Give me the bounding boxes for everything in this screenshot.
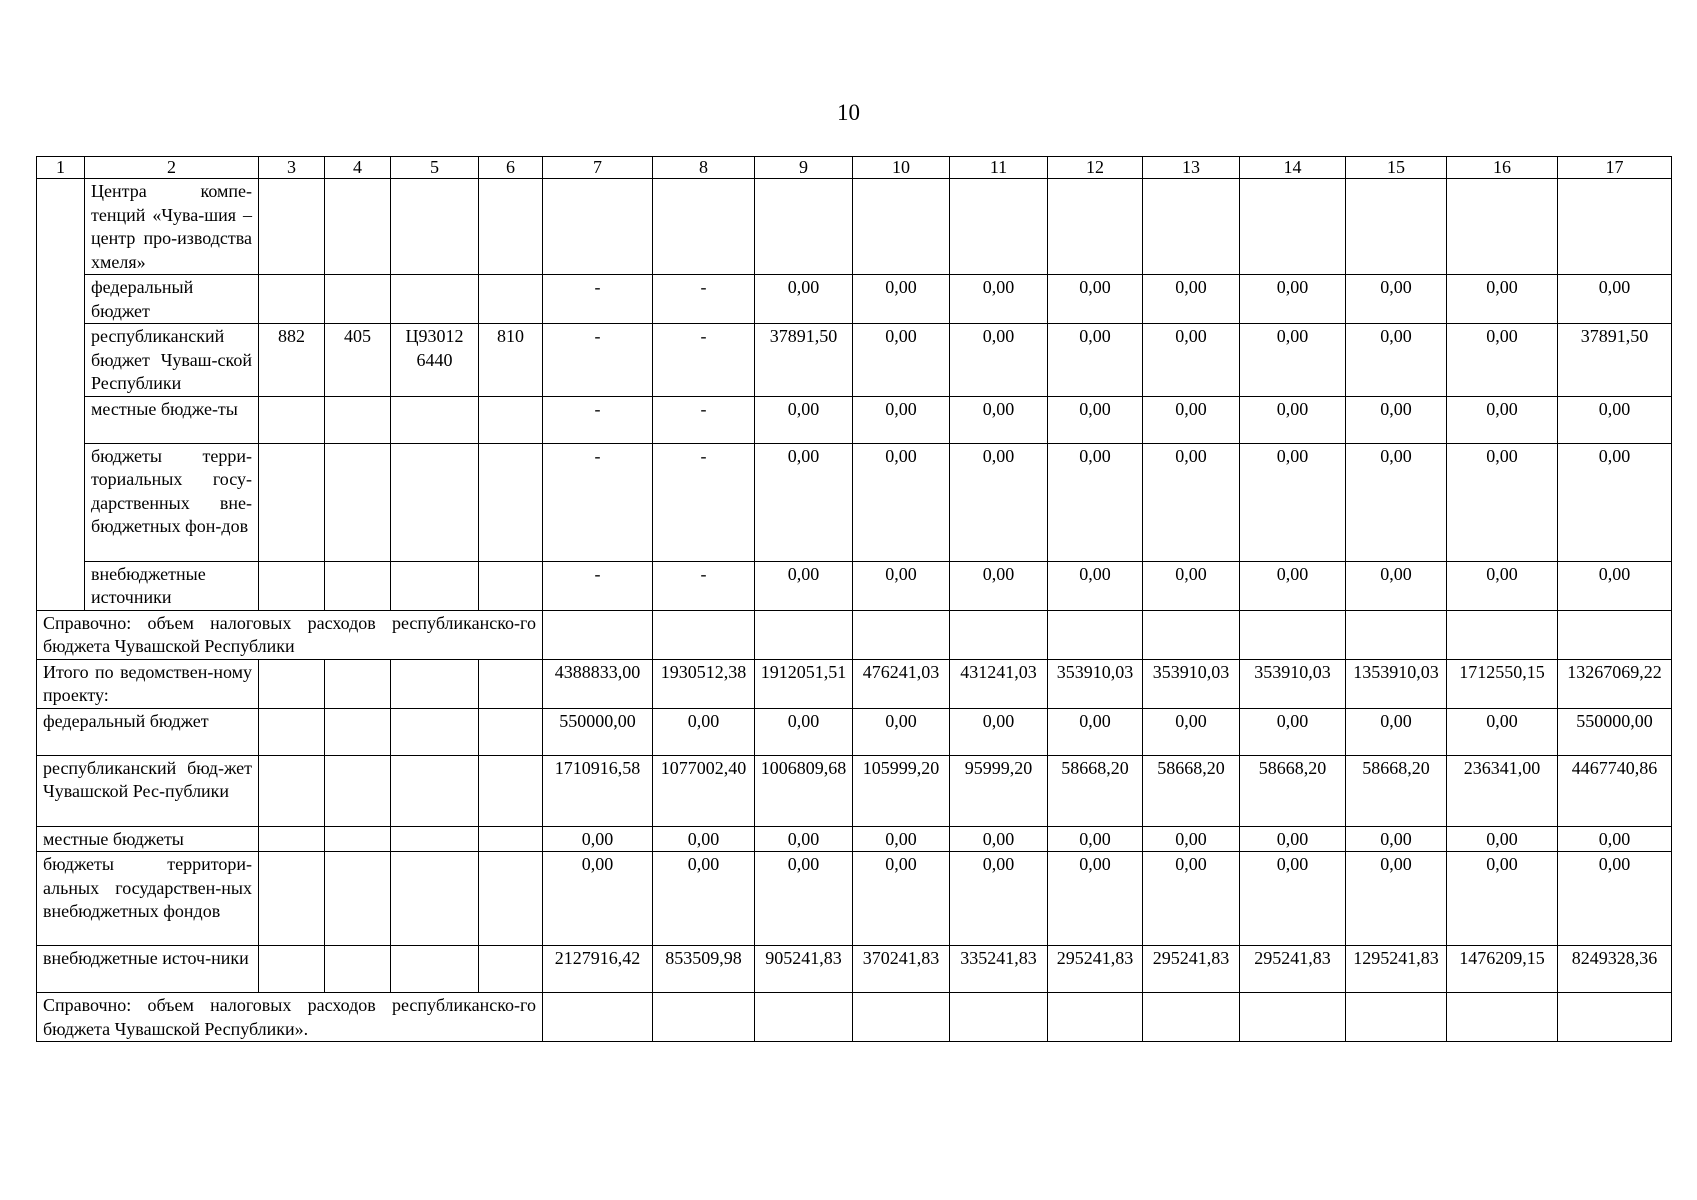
value-cell: 0,00 — [1143, 275, 1240, 324]
value-cell — [755, 179, 853, 275]
value-cell: 0,00 — [1048, 852, 1143, 946]
code-cell — [325, 561, 391, 610]
column-number-7: 7 — [543, 157, 653, 179]
empty-cell — [1143, 610, 1240, 659]
value-cell: 0,00 — [1048, 324, 1143, 397]
code-cell — [391, 443, 479, 561]
value-cell: 0,00 — [1558, 275, 1672, 324]
empty-cell — [1447, 610, 1558, 659]
value-cell: 353910,03 — [1240, 659, 1346, 708]
reference-row — [37, 993, 1672, 1042]
empty-cell — [1558, 993, 1672, 1042]
column-number-3: 3 — [259, 157, 325, 179]
code-cell — [325, 396, 391, 443]
value-cell: 0,00 — [755, 852, 853, 946]
value-cell: 0,00 — [1048, 826, 1143, 852]
total-row — [37, 708, 1672, 755]
value-cell — [1048, 179, 1143, 275]
code-cell — [479, 396, 543, 443]
value-cell: 431241,03 — [950, 659, 1048, 708]
empty-cell — [479, 946, 543, 993]
value-cell: 1710916,58 — [543, 755, 653, 826]
empty-cell — [259, 659, 325, 708]
value-cell: 8249328,36 — [1558, 946, 1672, 993]
value-cell: 0,00 — [1346, 708, 1447, 755]
value-cell: 0,00 — [950, 826, 1048, 852]
value-cell: 476241,03 — [853, 659, 950, 708]
reference-row — [37, 610, 1672, 659]
value-cell: 0,00 — [1346, 275, 1447, 324]
code-cell — [325, 275, 391, 324]
empty-cell — [325, 755, 391, 826]
value-cell: 0,00 — [1558, 826, 1672, 852]
empty-cell — [479, 826, 543, 852]
value-cell: 1930512,38 — [653, 659, 755, 708]
value-cell: 0,00 — [653, 708, 755, 755]
empty-cell — [259, 852, 325, 946]
code-cell — [391, 396, 479, 443]
value-cell: 0,00 — [1240, 396, 1346, 443]
empty-cell — [853, 993, 950, 1042]
column-number-10: 10 — [853, 157, 950, 179]
code-cell — [325, 179, 391, 275]
value-cell: - — [543, 275, 653, 324]
empty-cell — [479, 708, 543, 755]
value-cell: - — [543, 324, 653, 397]
value-cell: 1006809,68 — [755, 755, 853, 826]
column-number-12: 12 — [1048, 157, 1143, 179]
code-cell — [479, 561, 543, 610]
empty-cell — [325, 826, 391, 852]
empty-cell — [1447, 993, 1558, 1042]
page-number: 10 — [837, 100, 860, 125]
value-cell: 95999,20 — [950, 755, 1048, 826]
value-cell: 0,00 — [1447, 561, 1558, 610]
column-number-17: 17 — [1558, 157, 1672, 179]
value-cell: 0,00 — [1447, 852, 1558, 946]
value-cell: - — [653, 443, 755, 561]
value-cell: 37891,50 — [1558, 324, 1672, 397]
code-cell: 882 — [259, 324, 325, 397]
value-cell: 0,00 — [1447, 396, 1558, 443]
total-row — [37, 659, 1672, 708]
value-cell: 0,00 — [1346, 852, 1447, 946]
value-cell: 0,00 — [1447, 324, 1558, 397]
empty-cell — [543, 610, 653, 659]
value-cell: 0,00 — [1447, 275, 1558, 324]
value-cell: 58668,20 — [1240, 755, 1346, 826]
value-cell: - — [543, 396, 653, 443]
code-cell: Ц93012 6440 — [391, 324, 479, 397]
value-cell: 1476209,15 — [1447, 946, 1558, 993]
value-cell: 58668,20 — [1346, 755, 1447, 826]
row-label: бюджеты терри-ториальных госу-дарственных вне-бюджетных фон-дов — [85, 443, 259, 561]
code-cell: 810 — [479, 324, 543, 397]
value-cell: 0,00 — [853, 275, 950, 324]
row-label: внебюджетные источ-ники — [37, 946, 259, 993]
column-number-15: 15 — [1346, 157, 1447, 179]
empty-cell — [325, 708, 391, 755]
value-cell: 1077002,40 — [653, 755, 755, 826]
value-cell: 550000,00 — [1558, 708, 1672, 755]
empty-cell — [259, 755, 325, 826]
value-cell: 37891,50 — [755, 324, 853, 397]
value-cell: 4467740,86 — [1558, 755, 1672, 826]
empty-cell — [391, 826, 479, 852]
value-cell: 0,00 — [853, 324, 950, 397]
value-cell: 0,00 — [1143, 443, 1240, 561]
value-cell — [1240, 179, 1346, 275]
value-cell: 4388833,00 — [543, 659, 653, 708]
value-cell: 1353910,03 — [1346, 659, 1447, 708]
column-number-16: 16 — [1447, 157, 1558, 179]
value-cell: 0,00 — [1346, 826, 1447, 852]
value-cell: 0,00 — [653, 852, 755, 946]
empty-cell — [391, 755, 479, 826]
value-cell: 0,00 — [1048, 396, 1143, 443]
total-row — [37, 946, 1672, 993]
value-cell: 295241,83 — [1240, 946, 1346, 993]
empty-cell — [479, 852, 543, 946]
value-cell: 0,00 — [853, 826, 950, 852]
column-number-11: 11 — [950, 157, 1048, 179]
value-cell: 353910,03 — [1143, 659, 1240, 708]
empty-cell — [1240, 610, 1346, 659]
empty-cell — [259, 826, 325, 852]
row-label: бюджеты территори-альных государствен-ных внебюджетных фондов — [37, 852, 259, 946]
value-cell: 0,00 — [1143, 324, 1240, 397]
table-row — [37, 324, 1672, 397]
value-cell: 0,00 — [1240, 852, 1346, 946]
value-cell: 0,00 — [1143, 852, 1240, 946]
value-cell: 0,00 — [950, 852, 1048, 946]
value-cell: 0,00 — [1447, 708, 1558, 755]
value-cell — [853, 179, 950, 275]
column-number-4: 4 — [325, 157, 391, 179]
value-cell: - — [653, 275, 755, 324]
value-cell: 353910,03 — [1048, 659, 1143, 708]
code-cell — [479, 443, 543, 561]
value-cell: 0,00 — [1558, 561, 1672, 610]
empty-cell — [653, 993, 755, 1042]
value-cell: - — [653, 561, 755, 610]
value-cell: 0,00 — [853, 561, 950, 610]
value-cell: 0,00 — [950, 443, 1048, 561]
column-number-14: 14 — [1240, 157, 1346, 179]
value-cell: 0,00 — [755, 708, 853, 755]
value-cell: 0,00 — [1048, 275, 1143, 324]
value-cell: 0,00 — [1143, 396, 1240, 443]
empty-cell — [391, 946, 479, 993]
value-cell: 1295241,83 — [1346, 946, 1447, 993]
total-row — [37, 755, 1672, 826]
value-cell: 0,00 — [1447, 826, 1558, 852]
value-cell: 0,00 — [950, 708, 1048, 755]
column-number-8: 8 — [653, 157, 755, 179]
value-cell: 0,00 — [755, 396, 853, 443]
row-label: Итого по ведомствен-ному проекту: — [37, 659, 259, 708]
empty-cell — [1346, 993, 1447, 1042]
value-cell: 0,00 — [1240, 275, 1346, 324]
value-cell: 0,00 — [755, 561, 853, 610]
value-cell — [950, 179, 1048, 275]
value-cell: 0,00 — [543, 852, 653, 946]
value-cell — [653, 179, 755, 275]
value-cell: 0,00 — [1240, 443, 1346, 561]
value-cell: 0,00 — [853, 443, 950, 561]
value-cell: - — [543, 561, 653, 610]
value-cell: 58668,20 — [1048, 755, 1143, 826]
value-cell: 0,00 — [1346, 324, 1447, 397]
column-number-5: 5 — [391, 157, 479, 179]
budget-table — [36, 156, 1672, 1042]
empty-cell — [853, 610, 950, 659]
table-body — [37, 157, 1672, 1042]
value-cell: - — [543, 443, 653, 561]
value-cell: 0,00 — [1346, 396, 1447, 443]
empty-cell — [1346, 610, 1447, 659]
column-number-13: 13 — [1143, 157, 1240, 179]
empty-cell — [1048, 993, 1143, 1042]
table-row — [37, 443, 1672, 561]
value-cell: 0,00 — [1447, 443, 1558, 561]
row-label: местные бюджеты — [37, 826, 259, 852]
column-number-6: 6 — [479, 157, 543, 179]
code-cell: 405 — [325, 324, 391, 397]
value-cell: 0,00 — [1143, 826, 1240, 852]
row-label: внебюджетные источники — [85, 561, 259, 610]
value-cell: 905241,83 — [755, 946, 853, 993]
empty-cell — [479, 755, 543, 826]
table-row — [37, 275, 1672, 324]
code-cell — [259, 561, 325, 610]
value-cell: 295241,83 — [1048, 946, 1143, 993]
empty-cell — [755, 993, 853, 1042]
row-label: федеральный бюджет — [37, 708, 259, 755]
table-row — [37, 396, 1672, 443]
value-cell: 0,00 — [1048, 443, 1143, 561]
value-cell: - — [653, 396, 755, 443]
value-cell: 0,00 — [1346, 443, 1447, 561]
empty-cell — [1240, 993, 1346, 1042]
value-cell: 0,00 — [1240, 324, 1346, 397]
value-cell: 13267069,22 — [1558, 659, 1672, 708]
value-cell: 0,00 — [653, 826, 755, 852]
empty-cell — [653, 610, 755, 659]
code-cell — [259, 443, 325, 561]
code-cell — [259, 275, 325, 324]
reference-note: Справочно: объем налоговых расходов республиканско-го бюджета Чувашской Республики — [37, 610, 543, 659]
code-cell — [391, 275, 479, 324]
value-cell: 0,00 — [1240, 561, 1346, 610]
value-cell: 0,00 — [1048, 708, 1143, 755]
row-label: местные бюдже-ты — [85, 396, 259, 443]
value-cell: 0,00 — [853, 396, 950, 443]
code-cell — [259, 396, 325, 443]
value-cell — [543, 179, 653, 275]
column-number-2: 2 — [85, 157, 259, 179]
total-row — [37, 826, 1672, 852]
empty-cell — [325, 852, 391, 946]
value-cell: 236341,00 — [1447, 755, 1558, 826]
value-cell: 295241,83 — [1143, 946, 1240, 993]
value-cell: 0,00 — [1240, 708, 1346, 755]
value-cell: 0,00 — [1143, 708, 1240, 755]
empty-cell — [950, 610, 1048, 659]
column-number-9: 9 — [755, 157, 853, 179]
code-cell — [391, 179, 479, 275]
table-row — [37, 561, 1672, 610]
row-label: федеральный бюджет — [85, 275, 259, 324]
empty-cell — [479, 659, 543, 708]
empty-cell — [1558, 610, 1672, 659]
value-cell — [1447, 179, 1558, 275]
value-cell: 0,00 — [1558, 443, 1672, 561]
value-cell: 0,00 — [755, 275, 853, 324]
value-cell: 0,00 — [1240, 826, 1346, 852]
empty-cell — [259, 708, 325, 755]
row-label: Центра компе-тенций «Чува-шия – центр про-изводства хмеля» — [85, 179, 259, 275]
value-cell: 2127916,42 — [543, 946, 653, 993]
reference-note: Справочно: объем налоговых расходов республиканско-го бюджета Чувашской Республики». — [37, 993, 543, 1042]
value-cell: 0,00 — [950, 275, 1048, 324]
value-cell: 0,00 — [543, 826, 653, 852]
empty-cell — [950, 993, 1048, 1042]
empty-cell — [391, 659, 479, 708]
column-number-row — [37, 157, 1672, 179]
value-cell: 550000,00 — [543, 708, 653, 755]
value-cell: 370241,83 — [853, 946, 950, 993]
value-cell: 58668,20 — [1143, 755, 1240, 826]
empty-cell — [391, 708, 479, 755]
empty-cell — [543, 993, 653, 1042]
value-cell: 0,00 — [755, 443, 853, 561]
value-cell: 0,00 — [950, 324, 1048, 397]
value-cell: 1712550,15 — [1447, 659, 1558, 708]
code-cell — [479, 275, 543, 324]
empty-cell — [37, 179, 85, 611]
value-cell — [1143, 179, 1240, 275]
value-cell — [1558, 179, 1672, 275]
value-cell: 0,00 — [1558, 852, 1672, 946]
code-cell — [479, 179, 543, 275]
value-cell: 105999,20 — [853, 755, 950, 826]
code-cell — [325, 443, 391, 561]
empty-cell — [391, 852, 479, 946]
value-cell: 0,00 — [1143, 561, 1240, 610]
row-label: республиканский бюджет Чуваш-ской Республики — [85, 324, 259, 397]
value-cell: 0,00 — [1048, 561, 1143, 610]
empty-cell — [259, 946, 325, 993]
empty-cell — [325, 946, 391, 993]
empty-cell — [1143, 993, 1240, 1042]
value-cell: 335241,83 — [950, 946, 1048, 993]
value-cell: 0,00 — [1346, 561, 1447, 610]
row-label: республиканский бюд-жет Чувашской Рес-публики — [37, 755, 259, 826]
value-cell: 0,00 — [853, 708, 950, 755]
empty-cell — [755, 610, 853, 659]
value-cell: 0,00 — [950, 561, 1048, 610]
value-cell: 0,00 — [950, 396, 1048, 443]
value-cell: 0,00 — [853, 852, 950, 946]
value-cell — [1346, 179, 1447, 275]
value-cell: 853509,98 — [653, 946, 755, 993]
value-cell: - — [653, 324, 755, 397]
value-cell: 1912051,51 — [755, 659, 853, 708]
code-cell — [259, 179, 325, 275]
empty-cell — [325, 659, 391, 708]
code-cell — [391, 561, 479, 610]
value-cell: 0,00 — [755, 826, 853, 852]
total-row — [37, 852, 1672, 946]
table-row — [37, 179, 1672, 275]
value-cell: 0,00 — [1558, 396, 1672, 443]
empty-cell — [1048, 610, 1143, 659]
column-number-1: 1 — [37, 157, 85, 179]
